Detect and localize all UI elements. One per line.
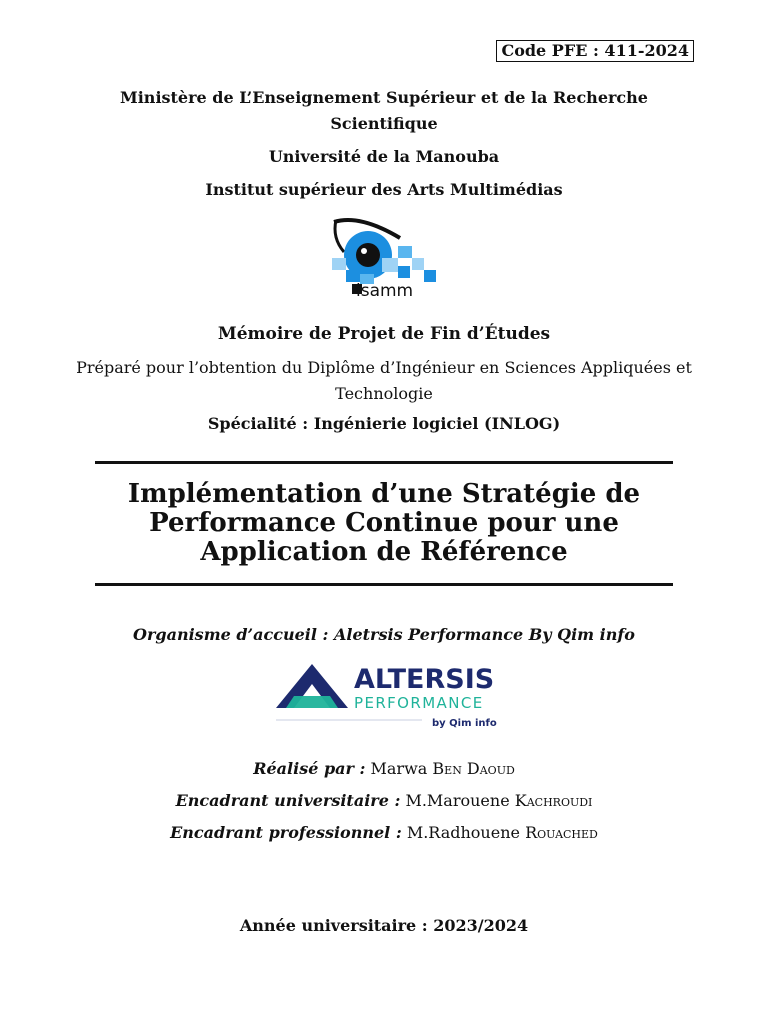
title-line3: Application de Référence <box>200 537 568 567</box>
speciality: Spécialité : Ingénierie logiciel (INLOG) <box>207 414 561 433</box>
isamm-eye-icon <box>330 218 440 300</box>
academic-supervisor-last: Kachroudi <box>514 791 593 810</box>
title-rule-top <box>95 461 673 464</box>
title-rule-bottom <box>95 583 673 586</box>
altersis-by-text: by Qim info <box>432 718 497 729</box>
title-line1: Implémentation d’une Stratégie de <box>127 479 641 509</box>
altersis-brand-text: ALTERSIS <box>354 664 495 695</box>
academic-supervisor-line <box>0 785 768 817</box>
institute: Institut supérieur des Arts Multimédias <box>205 180 563 199</box>
university: Université de la Manouba <box>268 147 500 166</box>
author-last: Ben Daoud <box>432 759 515 778</box>
academic-year: Année universitaire : 2023/2024 <box>239 916 529 935</box>
professional-supervisor-first: M.Radhouene <box>406 823 520 842</box>
author-first: Marwa <box>370 759 428 778</box>
author-line <box>0 753 768 785</box>
academic-supervisor-first: M.Marouene <box>405 791 510 810</box>
altersis-logo <box>272 658 498 730</box>
code-pfe-box: Code PFE : 411-2024 <box>496 40 694 62</box>
prepared-line1: Préparé pour l’obtention du Diplôme d’Ingénieur en Sciences Appliquées et <box>76 358 692 377</box>
ministry-line2: Scientifique <box>330 114 438 133</box>
altersis-sub-text: PERFORMANCE <box>354 694 484 712</box>
host-organisation: Organisme d’accueil : Aletrsis Performance By Qim info <box>133 625 635 644</box>
isamm-logo <box>330 218 440 300</box>
professional-supervisor-label: Encadrant professionnel : <box>170 823 402 842</box>
title-line2: Performance Continue pour une <box>149 508 619 538</box>
professional-supervisor-line <box>0 817 768 849</box>
ministry <box>0 85 768 137</box>
academic-supervisor-label: Encadrant universitaire : <box>175 791 401 810</box>
ministry-line1: Ministère de L’Enseignement Supérieur et de la Recherche <box>120 88 648 107</box>
isamm-logo-text: isamm <box>356 281 414 300</box>
thesis-title <box>0 480 768 567</box>
prepared-text <box>0 355 768 407</box>
professional-supervisor-last: Rouached <box>525 823 598 842</box>
altersis-mountain-icon <box>272 658 498 730</box>
prepared-line2: Technologie <box>335 384 433 403</box>
author-label: Réalisé par : <box>253 759 366 778</box>
people-block <box>0 753 768 849</box>
memoire-heading: Mémoire de Projet de Fin d’Études <box>217 324 551 344</box>
